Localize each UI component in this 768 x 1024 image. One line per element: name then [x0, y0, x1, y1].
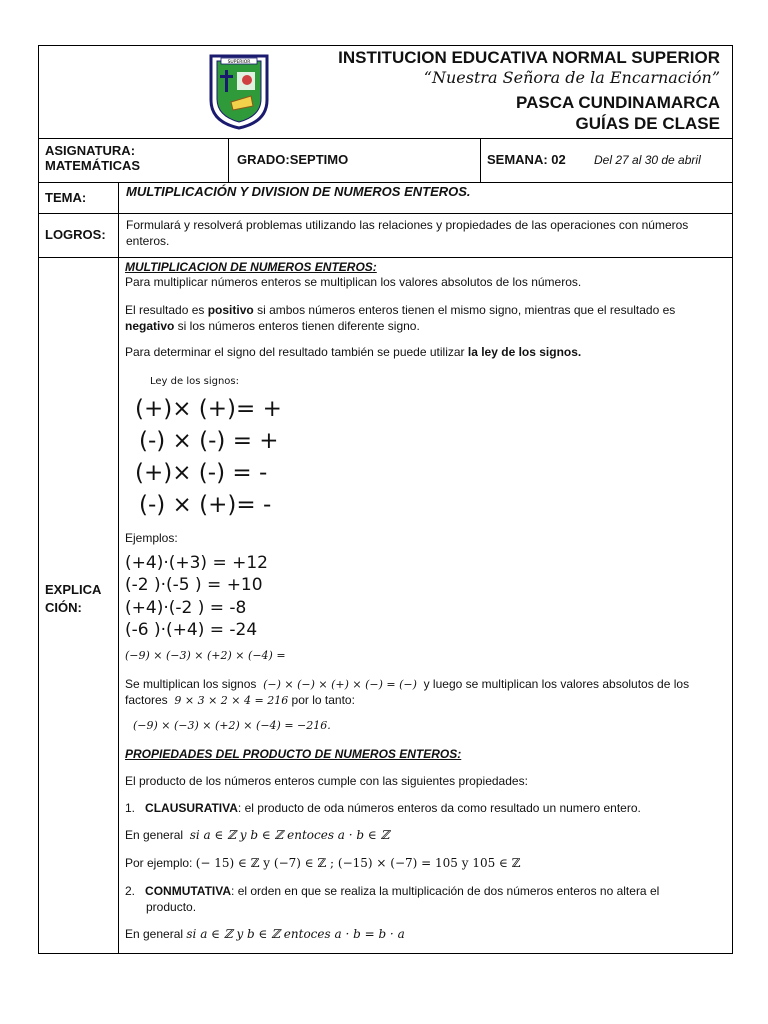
section-heading-multiplication: MULTIPLICACION DE NUMEROS ENTEROS: [125, 260, 377, 274]
week-dates: Del 27 al 30 de abril [594, 153, 701, 167]
school-crest-logo [207, 50, 271, 130]
tema-row [39, 183, 732, 214]
example-3: (+4)·(-2 ) = -8 [125, 598, 247, 618]
property-conmutativa: 2. CONMUTATIVA: el orden en que se realiza la multiplicación de dos números enteros no altera el [125, 884, 660, 898]
sign-rule-1: (+)× (+)= + [135, 396, 282, 422]
paragraph-5: factores 9 × 3 × 2 × 4 = 216 por lo tanto: [125, 693, 355, 707]
sign-rule-4: (-) × (+)= - [139, 492, 272, 518]
explicacion-label-1: EXPLICA [45, 582, 102, 597]
info-row [39, 139, 732, 183]
example-1: (+4)·(+3) = +12 [125, 553, 268, 573]
logros-label: LOGROS: [45, 227, 106, 242]
explicacion-row [39, 258, 732, 953]
examples-label: Ejemplos: [125, 531, 178, 545]
expression-2: (−9) × (−3) × (+2) × (−4) = −216. [133, 719, 331, 732]
general-rule-2: En general si a ∈ ℤ y b ∈ ℤ entoces a · b = b · a [125, 927, 405, 941]
paragraph-2: El resultado es positivo si ambos números enteros tienen el mismo signo, mientras que el resultado es negativo si los números enteros tienen diferente signo. [125, 303, 676, 333]
subject-value: MATEMÁTICAS [45, 158, 141, 173]
week-label: SEMANA: 02 [487, 152, 566, 167]
logros-row [39, 214, 732, 258]
property-conmutativa-cont: producto. [146, 900, 197, 914]
guide-title: GUÍAS DE CLASE [575, 114, 720, 133]
paragraph-3: Para determinar el signo del resultado también se puede utilizar la ley de los signos. [125, 345, 582, 359]
property-clausurativa: 1. CLAUSURATIVA: el producto de oda números enteros da como resultado un numero entero. [125, 801, 641, 815]
tema-value: MULTIPLICACIÓN Y DIVISION DE NUMEROS ENTEROS. [126, 184, 471, 199]
sign-rule-3: (+)× (-) = - [135, 460, 268, 486]
paragraph-4: Se multiplican los signos (−) × (−) × (+) × (−) = (−) y luego se multiplican los valores absolutos de los [125, 677, 690, 691]
sign-rule-2: (-) × (-) = + [139, 428, 279, 454]
example-rule-1: Por ejemplo: (− 15) ∈ ℤ y (−7) ∈ ℤ ; (−15) × (−7) = 105 y 105 ∈ ℤ [125, 856, 521, 870]
expression-1: (−9) × (−3) × (+2) × (−4) = [125, 649, 286, 662]
header-row [39, 46, 732, 139]
logros-value: Formulará y resolverá problemas utilizando las relaciones y propiedades de las operaciones con números enteros. [126, 218, 689, 248]
institution-motto: “Nuestra Señora de la Encarnación” [423, 68, 720, 87]
paragraph-6: El producto de los números enteros cumple con las siguientes propiedades: [125, 774, 528, 788]
example-4: (-6 )·(+4) = -24 [125, 620, 258, 640]
section-heading-properties: PROPIEDADES DEL PRODUCTO DE NUMEROS ENTEROS: [125, 747, 462, 761]
svg-text:SUPERIOR: SUPERIOR [227, 60, 251, 65]
example-2: (-2 )·(-5 ) = +10 [125, 575, 263, 595]
explicacion-label-2: CIÓN: [45, 600, 82, 615]
tema-label: TEMA: [45, 190, 87, 205]
institution-name: INSTITUCION EDUCATIVA NORMAL SUPERIOR [338, 48, 720, 67]
signs-law-title: Ley de los signos: [150, 376, 239, 387]
class-guide-sheet [38, 45, 733, 954]
grade-label: GRADO:SEPTIMO [237, 152, 349, 167]
institution-city: PASCA CUNDINAMARCA [516, 93, 720, 112]
general-rule-1: En general si a ∈ ℤ y b ∈ ℤ entoces a · b ∈ ℤ [125, 828, 390, 842]
subject-label: ASIGNATURA: [45, 143, 136, 158]
paragraph-1: Para multiplicar números enteros se multiplican los valores absolutos de los números. [125, 275, 582, 289]
